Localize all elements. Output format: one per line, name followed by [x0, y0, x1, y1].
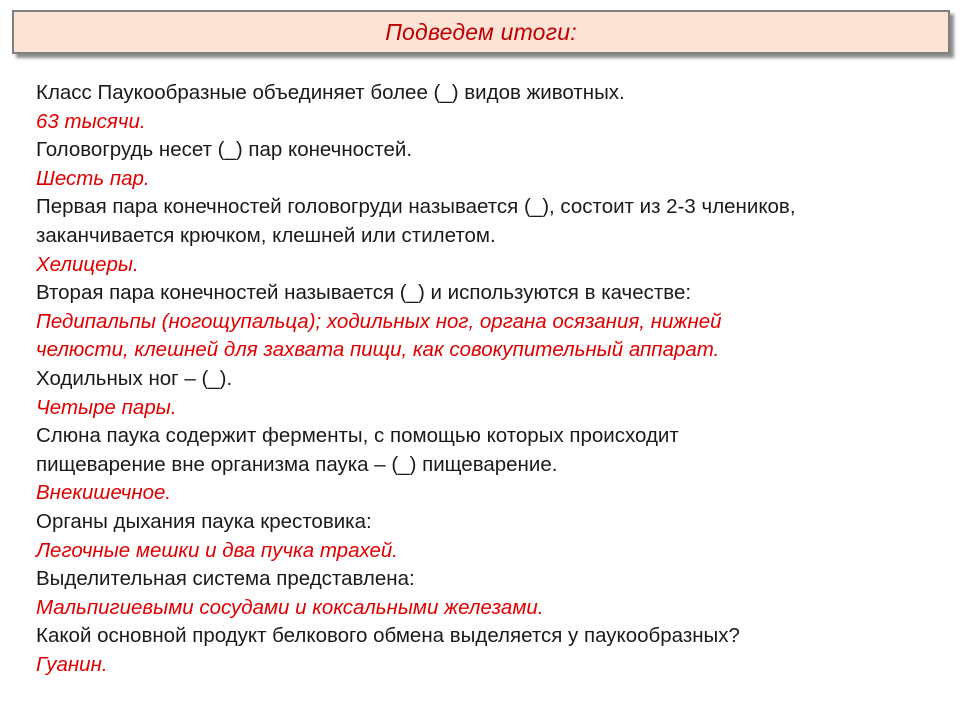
question-line: Органы дыхания паука крестовика: [36, 509, 372, 533]
answer-line: 63 тысячи. [36, 109, 146, 133]
question-line: Вторая пара конечностей называется (_) и используются в качестве: [36, 281, 692, 305]
question-line: Головогрудь несет (_) пар конечностей. [36, 138, 413, 162]
answer-line: Четыре пары. [36, 395, 177, 419]
answer-line: челюсти, клешней для захвата пищи, как совокупительный аппарат. [36, 338, 720, 362]
question-line: Слюна паука содержит ферменты, с помощью которых происходит [36, 424, 679, 448]
page-title: Подведем итоги: [385, 18, 577, 45]
question-line: Первая пара конечностей головогруди называется (_), состоит из 2-3 члеников, [36, 195, 796, 219]
answer-line: Шесть пар. [36, 166, 150, 190]
answer-line: Мальпигиевыми сосудами и коксальными железами. [36, 595, 544, 619]
question-line: заканчивается крючком, клешней или стилетом. [36, 223, 496, 247]
question-line: Какой основной продукт белкового обмена выделяется у паукообразных? [36, 624, 740, 648]
title-banner [12, 10, 950, 54]
question-line: Ходильных ног – (_). [36, 366, 233, 390]
question-line: пищеварение вне организма паука – (_) пищеварение. [36, 452, 558, 476]
question-line: Выделительная система представлена: [36, 567, 415, 591]
answer-line: Гуанин. [36, 652, 108, 676]
answer-line: Хелицеры. [36, 252, 139, 276]
answer-line: Легочные мешки и два пучка трахей. [36, 538, 398, 562]
question-line: Класс Паукообразные объединяет более (_) видов животных. [36, 81, 625, 104]
answer-line: Внекишечное. [36, 481, 172, 505]
summary-text-block [36, 79, 926, 679]
answer-line: Педипальпы (ногощупальца); ходильных ног, органа осязания, нижней [36, 309, 722, 333]
